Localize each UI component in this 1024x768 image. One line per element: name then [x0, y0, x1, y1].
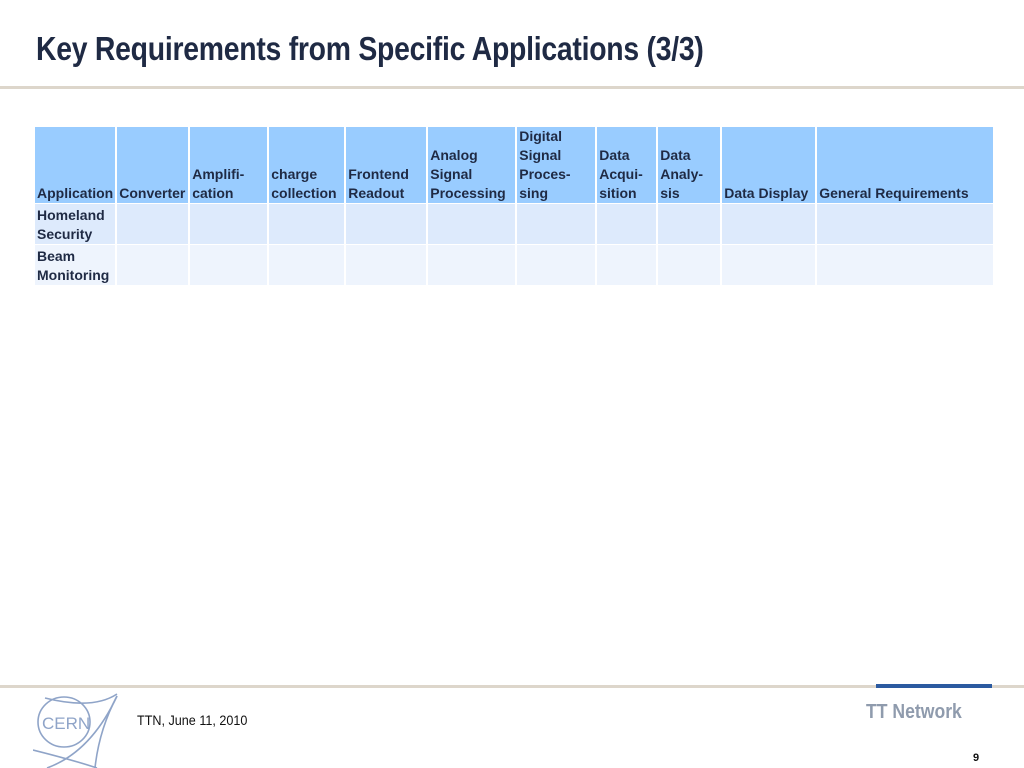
table-cell	[722, 204, 815, 244]
table-cell	[817, 204, 993, 244]
table-cell	[597, 204, 656, 244]
table-cell	[269, 204, 344, 244]
column-header: Data Display	[722, 127, 815, 203]
table-cell	[658, 204, 720, 244]
table-cell	[190, 245, 267, 285]
requirements-table	[33, 126, 995, 286]
cern-logo	[33, 690, 123, 768]
table-row	[35, 245, 993, 285]
table-cell	[428, 245, 515, 285]
table-cell	[722, 245, 815, 285]
table-cell	[517, 204, 595, 244]
table-header-row	[35, 127, 993, 203]
column-header: Frontend Readout	[346, 127, 426, 203]
requirements-table-container	[33, 126, 995, 286]
column-header: Amplifi-cation	[190, 127, 267, 203]
column-header: Analog Signal Processing	[428, 127, 515, 203]
table-cell	[817, 245, 993, 285]
column-header: Converter	[117, 127, 188, 203]
row-label: Beam Monitoring	[35, 245, 115, 285]
column-header: charge collection	[269, 127, 344, 203]
column-header: Application	[35, 127, 115, 203]
footer-accent-line	[876, 684, 992, 688]
table-cell	[117, 245, 188, 285]
logo-text: CERN	[42, 714, 91, 733]
column-header: Data Analy-sis	[658, 127, 720, 203]
column-header: Data Acqui-sition	[597, 127, 656, 203]
table-cell	[269, 245, 344, 285]
footer-brand: TT Network	[866, 701, 962, 723]
table-cell	[346, 204, 426, 244]
title-divider	[0, 86, 1024, 89]
column-header: General Requirements	[817, 127, 993, 203]
slide-title: Key Requirements from Specific Applications (3/3)	[36, 30, 704, 67]
page-number: 9	[973, 752, 980, 764]
table-row	[35, 204, 993, 244]
table-cell	[117, 204, 188, 244]
footer-divider	[0, 685, 1024, 688]
column-header: Digital Signal Proces-sing	[517, 127, 595, 203]
table-cell	[428, 204, 515, 244]
table-cell	[658, 245, 720, 285]
table-cell	[190, 204, 267, 244]
footer-date: TTN, June 11, 2010	[137, 712, 248, 728]
table-cell	[517, 245, 595, 285]
row-label: Homeland Security	[35, 204, 115, 244]
table-cell	[597, 245, 656, 285]
table-cell	[346, 245, 426, 285]
